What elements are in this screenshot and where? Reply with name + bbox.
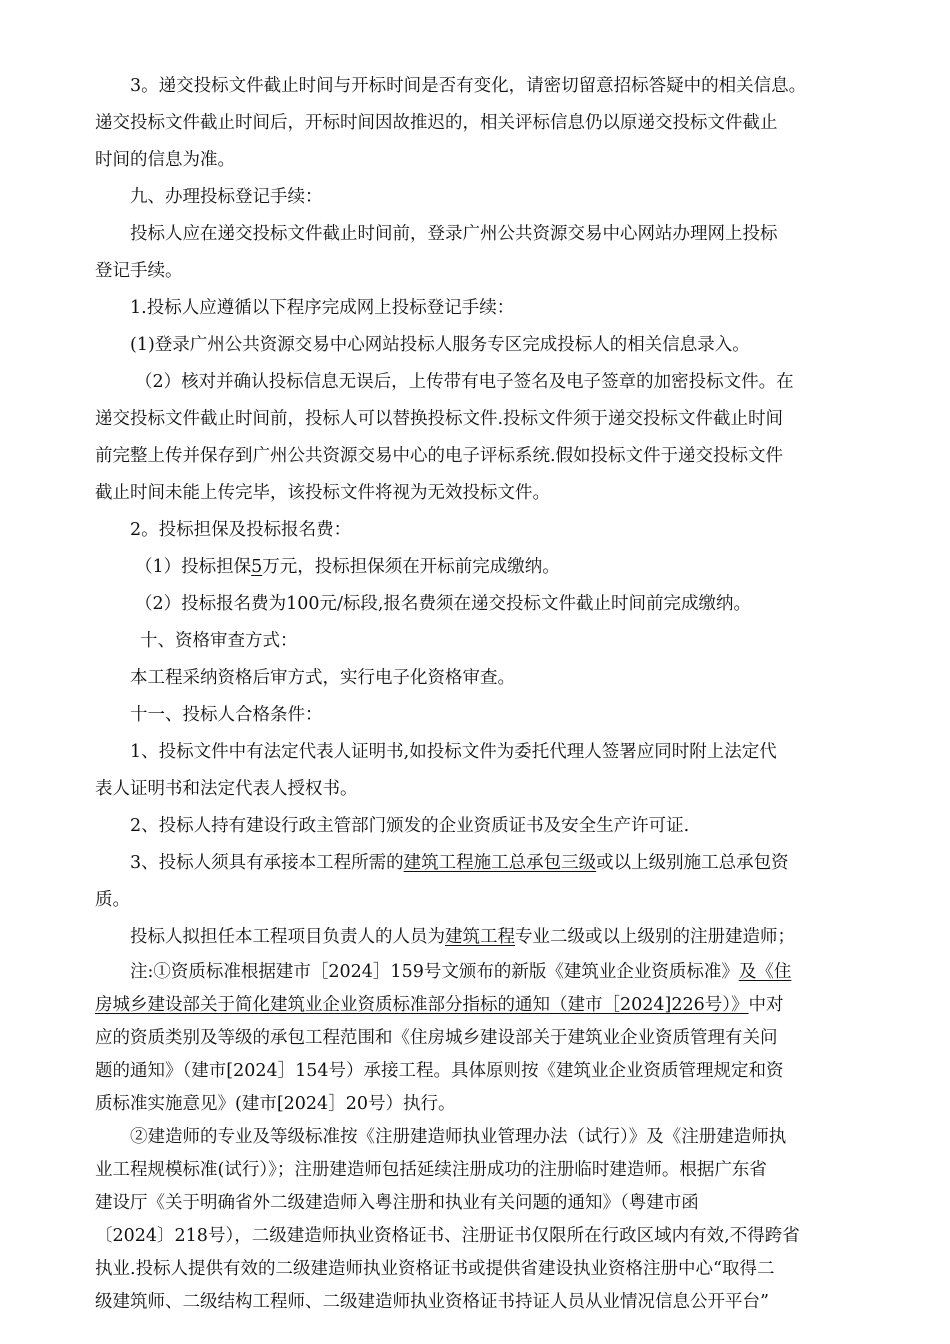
underlined-text: 及《住 bbox=[738, 962, 792, 982]
text-line: 前完整上传并保存到广州公共资源交易中心的电子评标系统.假如投标文件于递交投标文件 bbox=[95, 446, 784, 466]
text-line bbox=[95, 989, 865, 1022]
text-line: 2、投标人持有建设行政主管部门颁发的企业资质证书及安全生产许可证. bbox=[130, 816, 690, 836]
section-heading: 十一、投标人合格条件： bbox=[130, 705, 323, 725]
text-line: (1)登录广州公共资源交易中心网站投标人服务专区完成投标人的相关信息录入。 bbox=[130, 335, 750, 355]
text-line bbox=[95, 919, 865, 956]
text-line: 1.投标人应遵循以下程序完成网上投标登记手续： bbox=[130, 298, 515, 318]
underlined-value: 建筑工程 bbox=[445, 927, 515, 947]
text-line: 截止时间未能上传完毕，该投标文件将视为无效投标文件。 bbox=[95, 483, 550, 503]
text-line: 执业.投标人提供有效的二级建造师执业资格证书或提供省建设执业资格注册中心“取得二 bbox=[95, 1259, 775, 1279]
text-line: 递交投标文件截止时间后，开标时间因故推迟的，相关评标信息仍以原递交投标文件截止 bbox=[95, 113, 778, 133]
text-line bbox=[95, 549, 865, 586]
text-line: 时间的信息为准。 bbox=[95, 150, 235, 170]
text-line: 建设厅《关于明确省外二级建造师入粤注册和执业有关问题的通知》（粤建市函 bbox=[95, 1193, 699, 1213]
text-line: 质。 bbox=[95, 890, 130, 910]
text-line: 表人证明书和法定代表人授权书。 bbox=[95, 779, 358, 799]
text-line: 应的资质类别及等级的承包工程范围和《住房城乡建设部关于建筑业企业资质管理有关问 bbox=[95, 1028, 778, 1048]
text-line: 2。投标担保及投标报名费： bbox=[130, 520, 352, 540]
text-line: （2）核对并确认投标信息无误后，上传带有电子签名及电子签章的加密投标文件。在 bbox=[135, 372, 794, 392]
text-segment: 或以上级别施工总承包资 bbox=[596, 853, 789, 873]
text-line: 投标人应在递交投标文件截止时间前，登录广州公共资源交易中心网站办理网上投标 bbox=[130, 224, 778, 244]
text-segment: 万元，投标担保须在开标前完成缴纳。 bbox=[262, 557, 560, 577]
section-heading: 十、资格审查方式： bbox=[140, 631, 298, 651]
text-line bbox=[95, 845, 865, 882]
text-line: 登记手续。 bbox=[95, 261, 183, 281]
underlined-text: 房城乡建设部关于简化建筑业企业资质标准部分指标的通知（建市［2024]226号）》 bbox=[95, 995, 749, 1015]
text-line: 级建筑师、二级结构工程师、二级建造师执业资格证书持证人员从业情况信息公开平台” bbox=[95, 1292, 769, 1312]
text-line: 质标准实施意见》(建市[2024］20号）执行。 bbox=[95, 1094, 456, 1114]
text-line: 业工程规模标准(试行）》；注册建造师包括延续注册成功的注册临时建造师。根据广东省 bbox=[95, 1160, 767, 1180]
text-line: 题的通知》（建市[2024］154号）承接工程。具体原则按《建筑业企业资质管理规定和资 bbox=[95, 1061, 784, 1081]
text-line: 〔2024〕218号），二级建造师执业资格证书、注册证书仅限所在行政区域内有效,不得跨省 bbox=[95, 1226, 800, 1246]
text-line: 本工程采纳资格后审方式，实行电子化资格审查。 bbox=[130, 668, 515, 688]
text-segment: 3、投标人须具有承接本工程所需的 bbox=[130, 853, 404, 873]
underlined-value: 5 bbox=[251, 557, 263, 577]
text-segment: 注:①资质标准根据建市［2024］159号文颁布的新版《建筑业企业资质标准》 bbox=[130, 962, 739, 982]
text-line: （2）投标报名费为100元/标段,报名费须在递交投标文件截止时间前完成缴纳。 bbox=[135, 594, 751, 614]
text-line: 1、投标文件中有法定代表人证明书,如投标文件为委托代理人签署应同时附上法定代 bbox=[130, 742, 777, 762]
text-line bbox=[95, 956, 865, 989]
text-line: 递交投标文件截止时间前，投标人可以替换投标文件.投标文件须于递交投标文件截止时间 bbox=[95, 409, 784, 429]
text-line: ②建造师的专业及等级标准按《注册建造师执业管理办法（试行）》及《注册建造师执 bbox=[130, 1127, 787, 1147]
text-segment: （1）投标担保 bbox=[135, 557, 252, 577]
text-segment: 投标人拟担任本工程项目负责人的人员为 bbox=[130, 927, 445, 947]
document-page bbox=[95, 68, 865, 1319]
text-segment: 专业二级或以上级别的注册建造师； bbox=[515, 927, 795, 947]
text-segment: 中对 bbox=[748, 995, 784, 1015]
text-line: 3。递交投标文件截止时间与开标时间是否有变化，请密切留意招标答疑中的相关信息。 bbox=[130, 76, 807, 96]
section-heading: 九、办理投标登记手续： bbox=[130, 187, 323, 207]
underlined-value: 建筑工程施工总承包三级 bbox=[403, 853, 597, 873]
